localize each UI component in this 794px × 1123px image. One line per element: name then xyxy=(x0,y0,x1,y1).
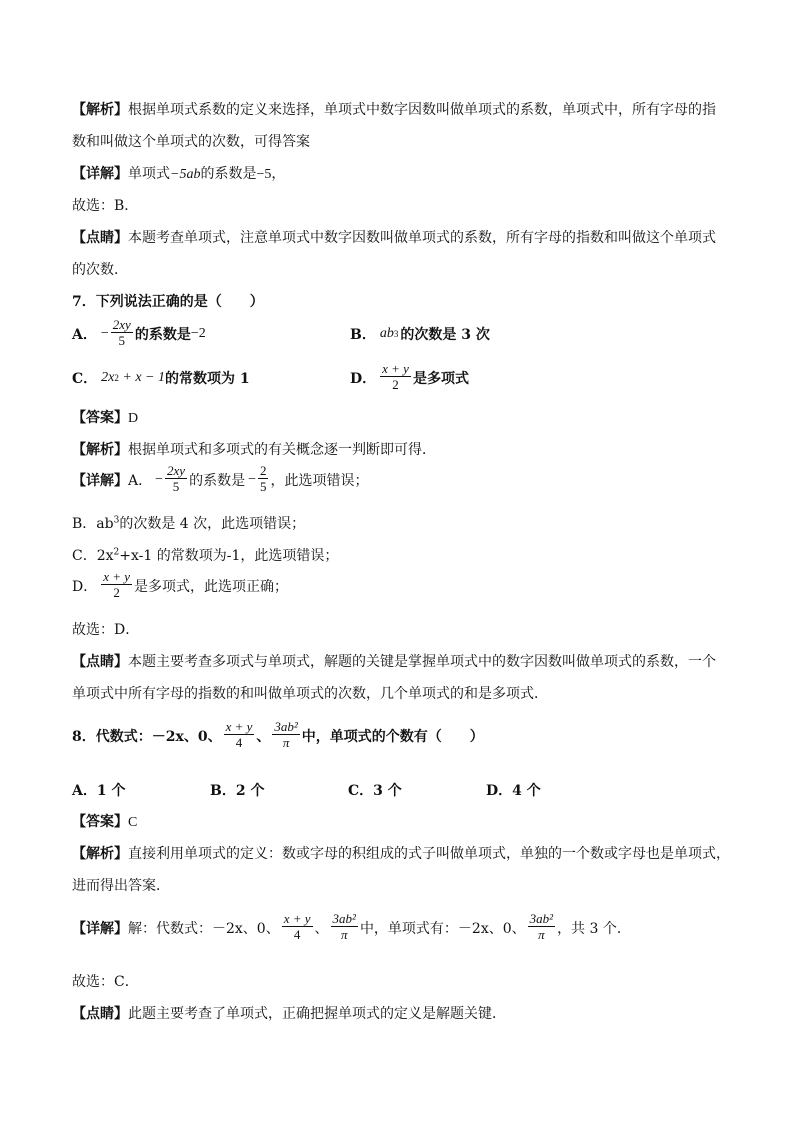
analysis-tag: 【解析】 xyxy=(72,102,128,118)
q7-detail-b: B．$ab^3$的次数是 4 次，此选项错误； xyxy=(72,515,306,532)
answer-tag: 【答案】 xyxy=(72,410,128,426)
q8-answer: 【答案】C xyxy=(72,814,138,830)
q8-option-d: D．4 个 xyxy=(486,783,541,799)
fraction: $\frac{\text{3ab²}}{\pi}$ xyxy=(332,911,356,942)
fraction: $\frac{x + y}{2}$ xyxy=(382,361,409,392)
fraction: $\frac{2}{5}$ xyxy=(259,463,267,494)
comment-tag: 【点睛】 xyxy=(72,230,128,246)
q7-option-b: B． ab 3 的次数是 3 次 xyxy=(350,325,490,343)
q7-option-c: C． 2x 2 + x − 1 的常数项为 1 xyxy=(72,369,250,387)
q7-options-row1 xyxy=(72,318,722,349)
fraction: $\frac{x + y}{2}$ xyxy=(103,569,131,600)
fraction: $\frac{x + y}{4}$ xyxy=(225,719,253,750)
fraction: $\frac{\text{3ab²}}{\pi}$ xyxy=(529,911,554,942)
q8-detail: 【详解】 解：代数式：－2x、0、 $\frac{x + y}{4}$ 、 $\frac{\text{3ab²}}{\pi}$ 中，单项式有：－2x、0、 $\frac{\text{3ab²}}{\pi}$ ，共 3 个． xyxy=(72,911,631,942)
q7-option-a: A． − $\frac{2xy}{5}$ 的系数是 −2 xyxy=(72,317,206,348)
fraction: $\frac{\text{3ab²}}{\pi}$ xyxy=(274,719,298,750)
q8-analysis-line2: 进而得出答案． xyxy=(72,878,170,894)
q8-stem: 8．代数式：－2x、0、 $\frac{x + y}{4}$ 、 $\frac{\text{3ab²}}{\pi}$ 中，单项式的个数有（ ） xyxy=(72,719,484,750)
q7-detail-a: 【详解】 A． − $\frac{2xy}{5}$ 的系数是 − $\frac{2}{5}$ ，此选项错误； xyxy=(72,463,369,494)
q7-option-d: D． $\frac{x + y}{2}$ 是多项式 xyxy=(350,361,469,392)
q8-option-c: C．3 个 xyxy=(348,783,402,799)
q7-answer: 【答案】D xyxy=(72,410,139,426)
q6-detail: 【详解】单项式−5ab的系数是−5， xyxy=(72,166,286,182)
q7-options-row2 xyxy=(72,362,722,393)
q6-comment-line2: 的次数． xyxy=(72,262,128,278)
q6-analysis-line2: 数和叫做这个单项式的次数，可得答案 xyxy=(72,134,310,150)
q7-stem: 7．下列说法正确的是（ ） xyxy=(72,294,264,310)
q8-options xyxy=(72,780,722,800)
q7-comment-line1: 【点睛】本题主要考查多项式与单项式，解题的关键是掌握单项式中的数字因数叫做单项式的系数，一个 xyxy=(72,654,716,670)
analysis-text: 根据单项式系数的定义来选择，单项式中数字因数叫做单项式的系数，单项式中，所有字母的指 xyxy=(128,102,716,118)
q6-analysis-line1 xyxy=(72,100,716,120)
q8-choose: 故选：C． xyxy=(72,974,139,990)
monomial-expr: −5ab xyxy=(170,167,201,182)
fraction: $\frac{2xy}{5}$ xyxy=(112,317,131,348)
detail-tag: 【详解】 xyxy=(72,166,128,182)
fraction: $\frac{x + y}{4}$ xyxy=(283,911,311,942)
q8-comment: 【点睛】此题主要考查了单项式，正确把握单项式的定义是解题关键． xyxy=(72,1006,506,1022)
q7-analysis: 【解析】根据单项式和多项式的有关概念逐一判断即可得． xyxy=(72,442,436,458)
q7-comment-line2: 单项式中所有字母的指数的和叫做单项式的次数，几个单项式的和是多项式． xyxy=(72,686,548,702)
q7-choose: 故选：D． xyxy=(72,622,140,638)
q8-option-a: A．1 个 xyxy=(72,783,126,799)
q7-detail-c: C．$2x^2+x-1$ 的常数项为-1，此选项错误； xyxy=(72,547,339,564)
q6-comment-line1: 【点睛】本题考查单项式，注意单项式中数字因数叫做单项式的系数，所有字母的指数和叫做这个单项式 xyxy=(72,230,716,246)
q6-choose: 故选：B． xyxy=(72,198,139,214)
fraction: $\frac{2xy}{5}$ xyxy=(167,463,186,494)
q8-option-b: B．2 个 xyxy=(210,783,265,799)
q8-analysis-line1: 【解析】直接利用单项式的定义：数或字母的积组成的式子叫做单项式，单独的一个数或字母也是单项式， xyxy=(72,846,730,862)
q7-detail-d: D． $\frac{x + y}{2}$ 是多项式，此选项正确； xyxy=(72,569,289,600)
